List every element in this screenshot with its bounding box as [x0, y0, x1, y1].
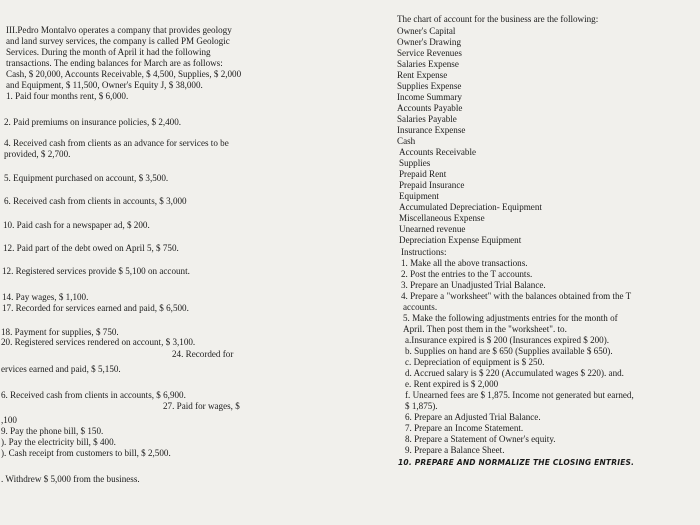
- account-item: Rent Expense: [397, 70, 448, 80]
- account-item: Accounts Payable: [397, 103, 463, 113]
- transaction-line: 1. Paid four months rent, $ 6,000.: [6, 91, 129, 101]
- account-item: Owner's Drawing: [397, 37, 462, 47]
- transaction-line: . Withdrew $ 5,000 from the business.: [1, 474, 140, 484]
- account-item: Unearned revenue: [399, 224, 466, 234]
- transaction-line: 5. Equipment purchased on account, $ 3,500.: [4, 173, 169, 183]
- instruction-line: 5. Make the following adjustments entries for the month of: [403, 313, 618, 323]
- account-item: Prepaid Rent: [399, 169, 447, 179]
- adjustment-line: b. Supplies on hand are $ 650 (Supplies available $ 650).: [405, 346, 613, 356]
- account-item: Supplies Expense: [397, 81, 462, 91]
- instruction-line: 3. Prepare an Unadjusted Trial Balance.: [401, 280, 546, 290]
- adjustment-line: e. Rent expired is $ 2,000: [405, 379, 499, 389]
- transaction-line: 10. Paid cash for a newspaper ad, $ 200.: [3, 220, 150, 230]
- intro-line: transactions. The ending balances for March are as follows:: [6, 58, 223, 68]
- account-item: Prepaid Insurance: [399, 180, 465, 190]
- transaction-line: 12. Paid part of the debt owed on April 5, $ 750.: [3, 243, 179, 253]
- transaction-line: 17. Recorded for services earned and paid, $ 6,500.: [2, 303, 189, 313]
- transaction-line: ). Cash receipt from customers to bill, $ 2,500.: [1, 448, 171, 458]
- account-item: Depreciation Expense Equipment: [399, 235, 522, 245]
- transaction-line: 4. Received cash from clients as an advance for services to be: [4, 138, 229, 148]
- instruction-line: 6. Prepare an Adjusted Trial Balance.: [405, 412, 541, 422]
- transaction-line: ervices earned and paid, $ 5,150.: [1, 364, 121, 374]
- chart-heading: The chart of account for the business are the following:: [397, 14, 599, 24]
- handwritten-instruction: 10. PREPARE AND NORMALIZE THE CLOSING ENTRIES.: [398, 458, 635, 467]
- transaction-line: 9. Pay the phone bill, $ 150.: [1, 426, 104, 436]
- account-item: Miscellaneous Expense: [399, 213, 485, 223]
- intro-line: Services. During the month of April it had the following: [6, 47, 211, 57]
- intro-line: III.Pedro Montalvo operates a company that provides geology: [6, 25, 232, 35]
- transaction-line: 6. Received cash from clients in accounts, $ 6,900.: [1, 390, 186, 400]
- intro-line: and land survey services, the company is called PM Geologic: [6, 36, 230, 46]
- account-item: Salaries Payable: [397, 114, 457, 124]
- account-item: Supplies: [399, 158, 431, 168]
- instruction-line: 1. Make all the above transactions.: [401, 258, 528, 268]
- transaction-line: 27. Paid for wages, $: [163, 401, 240, 411]
- transaction-line: 20. Registered services rendered on account, $ 3,100.: [1, 337, 196, 347]
- transaction-line: 12. Registered services provide $ 5,100 on account.: [2, 266, 190, 276]
- account-item: Service Revenues: [397, 48, 462, 58]
- intro-line: and Equipment, $ 11,500, Owner's Equity J, $ 38,000.: [6, 80, 203, 90]
- adjustment-line: $ 1,875).: [405, 401, 438, 411]
- instructions-heading: Instructions:: [401, 247, 447, 257]
- adjustment-line: f. Unearned fees are $ 1,875. Income not generated but earned,: [405, 390, 634, 400]
- intro-line: Cash, $ 20,000, Accounts Receivable, $ 4,500, Supplies, $ 2,000: [6, 69, 242, 79]
- account-item: Income Summary: [397, 92, 462, 102]
- account-item: Salaries Expense: [397, 59, 459, 69]
- instruction-line: 4. Prepare a "worksheet" with the balances obtained from the T: [401, 291, 632, 301]
- transaction-line: 6. Received cash from clients in accounts, $ 3,000: [4, 196, 187, 206]
- adjustment-line: c. Depreciation of equipment is $ 250.: [405, 357, 545, 367]
- transaction-line: 2. Paid premiums on insurance policies, $ 2,400.: [4, 117, 182, 127]
- transaction-line: 14. Pay wages, $ 1,100.: [2, 292, 89, 302]
- adjustment-line: d. Accrued salary is $ 220 (Accumulated wages $ 220). and.: [405, 368, 624, 378]
- transaction-line: ,100: [1, 415, 17, 425]
- transaction-line: ). Pay the electricity bill, $ 400.: [1, 437, 116, 447]
- account-item: Cash: [397, 136, 416, 146]
- instruction-line: 2. Post the entries to the T accounts.: [401, 269, 533, 279]
- account-item: Accumulated Depreciation- Equipment: [399, 202, 542, 212]
- transaction-line: provided, $ 2,700.: [4, 149, 71, 159]
- account-item: Equipment: [399, 191, 439, 201]
- transaction-line: 24. Recorded for: [172, 349, 234, 359]
- account-item: Owner's Capital: [397, 26, 456, 36]
- adjustment-line: a.Insurance expired is $ 200 (Insurances expired $ 200).: [405, 335, 610, 345]
- account-item: Accounts Receivable: [399, 147, 477, 157]
- instruction-line: April. Then post them in the "worksheet". to.: [403, 324, 567, 334]
- transaction-line: 18. Payment for supplies, $ 750.: [1, 327, 119, 337]
- instruction-line: 9. Prepare a Balance Sheet.: [405, 445, 505, 455]
- instruction-line: accounts.: [403, 302, 438, 312]
- account-item: Insurance Expense: [397, 125, 466, 135]
- instruction-line: 7. Prepare an Income Statement.: [405, 423, 524, 433]
- instruction-line: 8. Prepare a Statement of Owner's equity.: [405, 434, 556, 444]
